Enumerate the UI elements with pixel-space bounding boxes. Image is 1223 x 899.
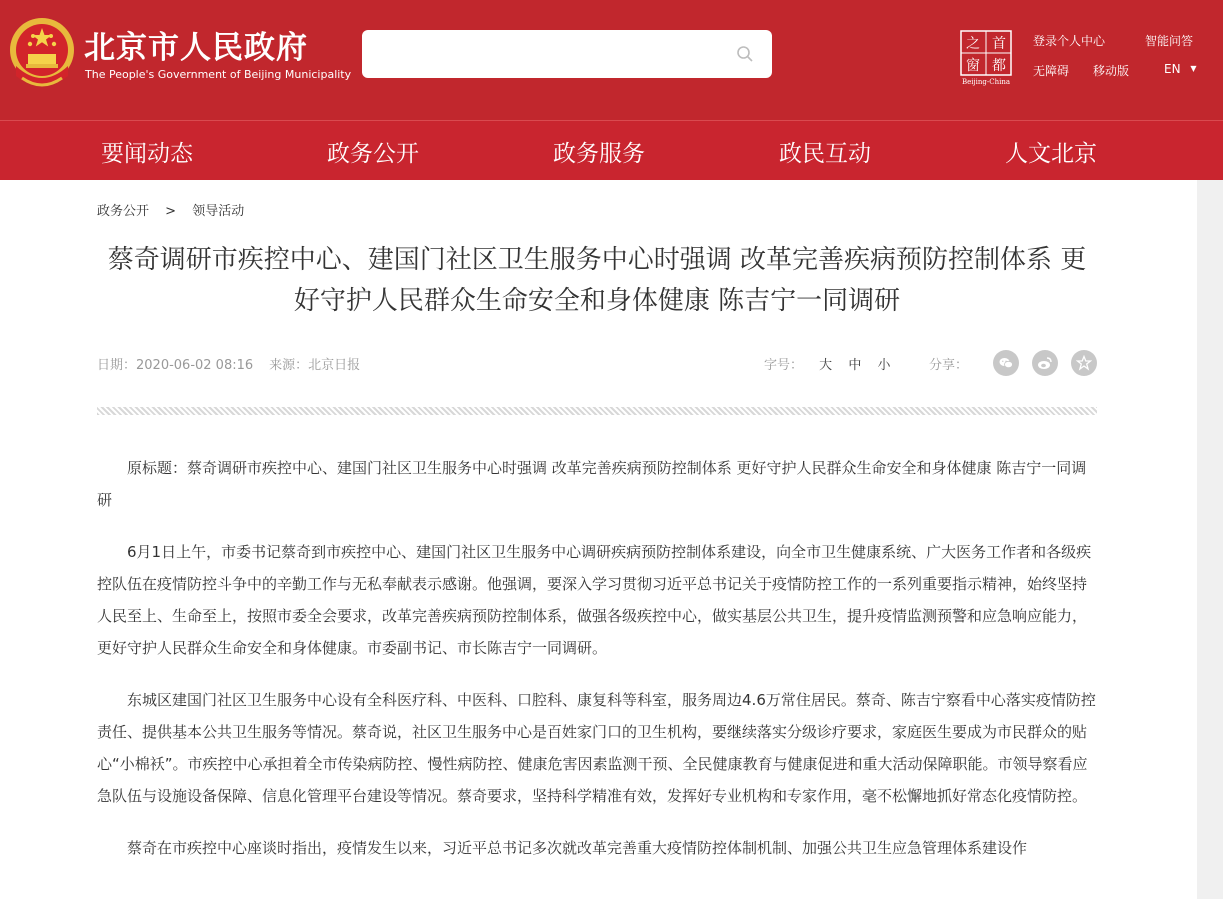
national-emblem-logo[interactable] xyxy=(8,16,76,88)
breadcrumb-level2[interactable]: 领导活动 xyxy=(192,204,245,219)
article-paragraph: 蔡奇在市疾控中心座谈时指出，疫情发生以来，习近平总书记多次就改革完善重大疫情防控体制机制、加强公共卫生应急管理体系建设作 xyxy=(127,839,1028,857)
breadcrumb xyxy=(97,200,244,219)
font-size-large-button[interactable]: 大 xyxy=(819,358,833,373)
font-size-medium-button[interactable]: 中 xyxy=(848,358,862,373)
share-label: 分享： xyxy=(929,358,969,373)
svg-text:之: 之 xyxy=(966,36,980,52)
language-label: EN xyxy=(1164,62,1181,76)
wechat-icon xyxy=(998,355,1014,371)
font-size-label: 字号： xyxy=(764,358,804,373)
nav-item-government-affairs[interactable]: 政务公开 xyxy=(327,141,419,167)
smart-qa-link[interactable]: 智能问答 xyxy=(1145,34,1194,48)
font-size-control xyxy=(764,354,890,373)
site-title-en[interactable]: The People's Government of Beijing Municipality xyxy=(85,68,352,81)
nav-item-news[interactable]: 要闻动态 xyxy=(101,141,193,167)
capital-window-icon xyxy=(958,30,1014,78)
share-wechat-button[interactable] xyxy=(993,350,1019,376)
nav-item-interaction[interactable]: 政民互动 xyxy=(779,141,871,167)
svg-text:都: 都 xyxy=(992,58,1006,74)
mobile-version-link[interactable]: 移动版 xyxy=(1093,64,1130,78)
search-box xyxy=(362,30,772,78)
site-header xyxy=(0,0,1223,120)
breadcrumb-separator: > xyxy=(165,204,177,219)
publish-date: 日期：2020-06-02 08:16 xyxy=(97,358,254,373)
weibo-icon xyxy=(1037,355,1053,371)
star-icon xyxy=(1076,355,1092,371)
article-meta xyxy=(97,354,360,373)
article-body xyxy=(97,452,1097,884)
share-favorite-button[interactable] xyxy=(1071,350,1097,376)
font-size-small-button[interactable]: 小 xyxy=(877,358,891,373)
breadcrumb-level1[interactable]: 政务公开 xyxy=(97,204,150,219)
main-nav xyxy=(0,120,1223,180)
site-title-cn[interactable]: 北京市人民政府 xyxy=(84,30,308,66)
article-title: 蔡奇调研市疾控中心、建国门社区卫生服务中心时强调 改革完善疾病预防控制体系 更好守护人民群众生命安全和身体健康 陈吉宁一同调研 xyxy=(107,245,1087,316)
chevron-down-icon: ▼ xyxy=(1190,64,1197,73)
login-link[interactable]: 登录个人中心 xyxy=(1033,34,1106,48)
nav-item-government-services[interactable]: 政务服务 xyxy=(553,141,645,167)
article-paragraph: 东城区建国门社区卫生服务中心设有全科医疗科、中医科、口腔科、康复科等科室，服务周边4.6万常住居民。蔡奇、陈吉宁察看中心落实疫情防控责任、提供基本公共卫生服务等情况。蔡奇说，社区卫生服务中心是百姓家门口的卫生机构，要继续落实分级诊疗要求，家庭医生要成为市民群众的贴心“小棉袄”。市疾控中心承担着全市传染病防控、慢性病防控、健康危害因素监测干预、全民健康教育与健康促进和重大活动保障职能。市领导察看应急队伍与设施设备保障、信息化管理平台建设等情况。蔡奇要求，坚持科学精准有效，发挥好专业机构和专家作用，毫不松懈地抓好常态化疫情防控。 xyxy=(97,691,1096,805)
svg-text:窗: 窗 xyxy=(966,58,980,74)
capital-window-logo[interactable] xyxy=(958,30,1014,88)
article-paragraph: 原标题：蔡奇调研市疾控中心、建国门社区卫生服务中心时强调 改革完善疾病预防控制体系 更好守护人民群众生命安全和身体健康 陈吉宁一同调研 xyxy=(97,459,1087,509)
share-weibo-button[interactable] xyxy=(1032,350,1058,376)
search-input[interactable] xyxy=(374,40,718,70)
language-selector[interactable] xyxy=(1164,62,1197,76)
nav-item-culture-beijing[interactable]: 人文北京 xyxy=(1005,141,1097,167)
page-scrollbar[interactable] xyxy=(1197,180,1223,899)
article-container xyxy=(0,180,1197,899)
search-icon[interactable] xyxy=(736,45,754,63)
article-paragraph: 6月1日上午，市委书记蔡奇到市疾控中心、建国门社区卫生服务中心调研疾病预防控制体系建设，向全市卫生健康系统、广大医务工作者和各级疾控队伍在疫情防控斗争中的辛勤工作与无私奉献表示感谢。他强调，要深入学习贯彻习近平总书记关于疫情防控工作的一系列重要指示精神，始终坚持人民至上、生命至上，按照市委全会要求，改革完善疾病预防控制体系，做强各级疾控中心，做实基层公共卫生，提升疫情监测预警和应急响应能力，更好守护人民群众生命安全和身体健康。市委副书记、市长陈吉宁一同调研。 xyxy=(97,543,1092,657)
article-source: 来源：北京日报 xyxy=(269,358,361,373)
accessibility-link[interactable]: 无障碍 xyxy=(1033,64,1070,78)
hatched-divider xyxy=(97,407,1097,415)
capital-logo-caption: Beijing-China xyxy=(961,78,1011,86)
svg-text:首: 首 xyxy=(992,36,1006,52)
